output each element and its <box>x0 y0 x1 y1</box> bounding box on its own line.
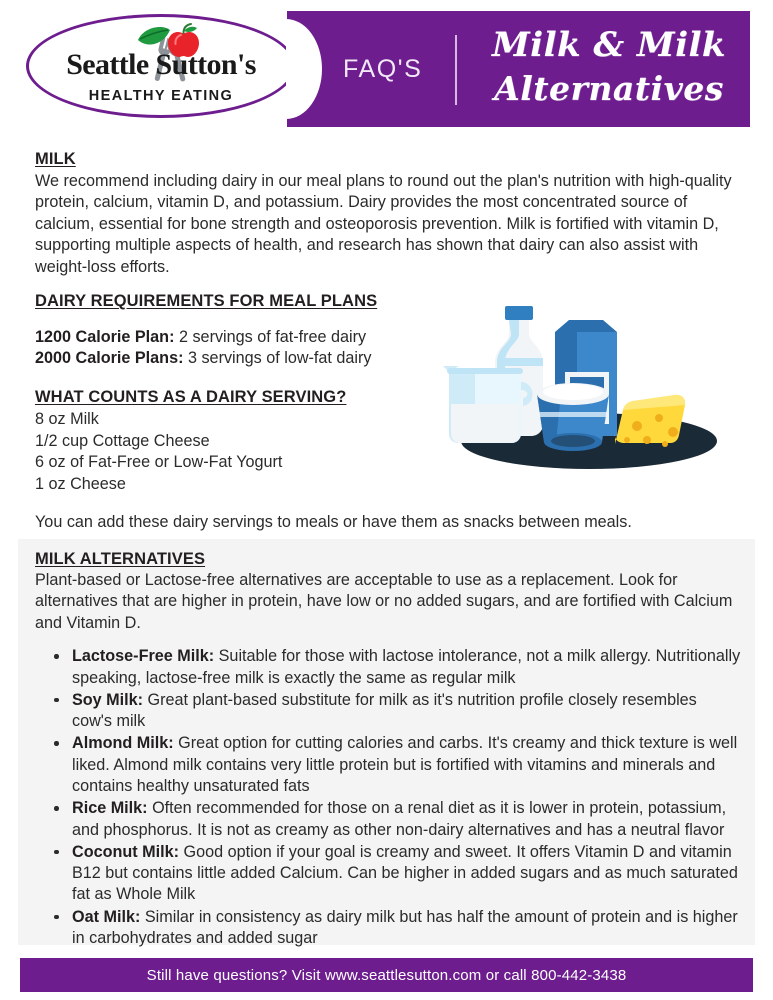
list-item <box>52 646 741 689</box>
banner-eyebrow: FAQ'S <box>343 55 423 83</box>
alternative-term: Rice Milk: <box>72 799 148 818</box>
alternatives-intro: Plant-based or Lactose-free alternatives are acceptable to use as a replacement. Look for alternatives that are higher in protein, have low or no added sugars, and are fortified with Calcium and Vitamin D. <box>35 571 733 632</box>
bullet-icon <box>54 806 59 811</box>
banner-title-line1: Milk & Milk <box>492 25 726 65</box>
banner-title-line2: Alternatives <box>494 69 724 108</box>
plan-label: 1200 Calorie Plan: <box>35 328 175 346</box>
alternative-desc: Often recommended for those on a renal diet as it is lower in protein, potassium, and phosphorus. It is not as creamy as other non-dairy alternatives and has a neutral flavor <box>72 799 727 839</box>
dairy-plan-row <box>35 348 455 369</box>
page-header <box>0 0 773 133</box>
alternative-desc: Good option if your goal is creamy and sweet. It offers Vitamin D and vitamin B12 but contains little added Calcium. Can be higher in added sugars and as much saturated fat as Whole Milk <box>72 842 738 904</box>
milk-heading: MILK <box>35 150 76 168</box>
list-item <box>52 907 741 950</box>
serving-item: 1 oz Cheese <box>35 474 126 493</box>
dairy-serving-section <box>35 388 455 495</box>
dairy-requirements-heading: DAIRY REQUIREMENTS FOR MEAL PLANS <box>35 292 378 310</box>
alternative-term: Coconut Milk: <box>72 842 180 861</box>
plan-value: 3 servings of low-fat dairy <box>183 349 372 367</box>
brand-name: Seattle Sutton's <box>66 48 256 81</box>
dairy-plan-list <box>35 327 455 369</box>
milk-body-text: We recommend including dairy in our meal plans to round out the plan's nutrition with high-quality protein, calcium, vitamin D, and potassium. Dairy provides the most concentrated source of calcium, essential for bone strength and osteoporosis prevention. Milk is fortified with vitamin D, supporting multiple aspects of health, and research has shown that dairy can also assist with weight-loss efforts. <box>35 172 732 276</box>
title-banner <box>287 11 750 127</box>
brand-tagline: HEALTHY EATING <box>88 88 234 104</box>
dairy-plan-row <box>35 327 455 348</box>
dairy-products-illustration <box>437 294 737 474</box>
bullet-icon <box>54 654 59 659</box>
banner-divider <box>455 35 457 105</box>
milk-alternatives-panel <box>18 539 755 948</box>
serving-item: 6 oz of Fat-Free or Low-Fat Yogurt <box>35 453 283 471</box>
alternative-desc: Great plant-based substitute for milk as it's nutrition profile closely resembles cow's milk <box>72 690 697 731</box>
list-item <box>52 733 741 797</box>
alternative-term: Lactose-Free Milk: <box>72 647 215 666</box>
bullet-icon <box>54 850 59 855</box>
serving-list <box>35 409 455 495</box>
serving-heading: WHAT COUNTS AS A DAIRY SERVING? <box>35 388 347 406</box>
plan-label: 2000 Calorie Plans: <box>35 349 184 367</box>
snack-note-text: You can add these dairy servings to meals or have them as snacks between meals. <box>35 513 632 531</box>
plan-value: 2 servings of fat-free dairy <box>174 328 367 346</box>
page-footer <box>20 958 753 992</box>
brand-logo <box>26 14 296 118</box>
alternative-desc: Great option for cutting calories and carbs. It's creamy and thick texture is well liked. Almond milk contains very little protein but is fortified with vitamins and minerals and contains healthy unsaturated fats <box>72 734 738 795</box>
alternative-desc: Suitable for those with lactose intolerance, not a milk allergy. Nutritionally speaking, lactose-free milk is exactly the same as regular milk <box>72 647 741 687</box>
serving-item: 8 oz Milk <box>35 410 99 428</box>
alternative-term: Soy Milk: <box>72 690 144 709</box>
banner-notch-shape <box>286 19 322 119</box>
alternatives-list <box>35 646 741 949</box>
footer-contact-text: Still have questions? Visit www.seattlesutton.com or call 800-442-3438 <box>146 966 627 984</box>
cheese-wedge-icon <box>615 395 685 447</box>
list-item <box>52 798 741 841</box>
dairy-requirements-section <box>35 292 455 369</box>
yogurt-cup-icon <box>537 383 609 451</box>
alternative-term: Oat Milk: <box>72 907 141 926</box>
milk-pitcher-icon <box>443 366 533 443</box>
milk-section <box>35 150 741 278</box>
list-item <box>52 690 741 733</box>
list-item <box>52 842 741 906</box>
alternatives-heading: MILK ALTERNATIVES <box>35 550 206 568</box>
bullet-icon <box>54 915 59 920</box>
alternative-term: Almond Milk: <box>72 734 174 753</box>
milk-alternatives-content <box>35 550 741 950</box>
serving-item: 1/2 cup Cottage Cheese <box>35 431 210 450</box>
bullet-icon <box>54 741 59 746</box>
banner-title <box>473 23 745 111</box>
bullet-icon <box>54 698 59 703</box>
alternative-desc: Similar in consistency as dairy milk but has half the amount of protein and is higher in carbohydrates and added sugar <box>72 907 738 948</box>
